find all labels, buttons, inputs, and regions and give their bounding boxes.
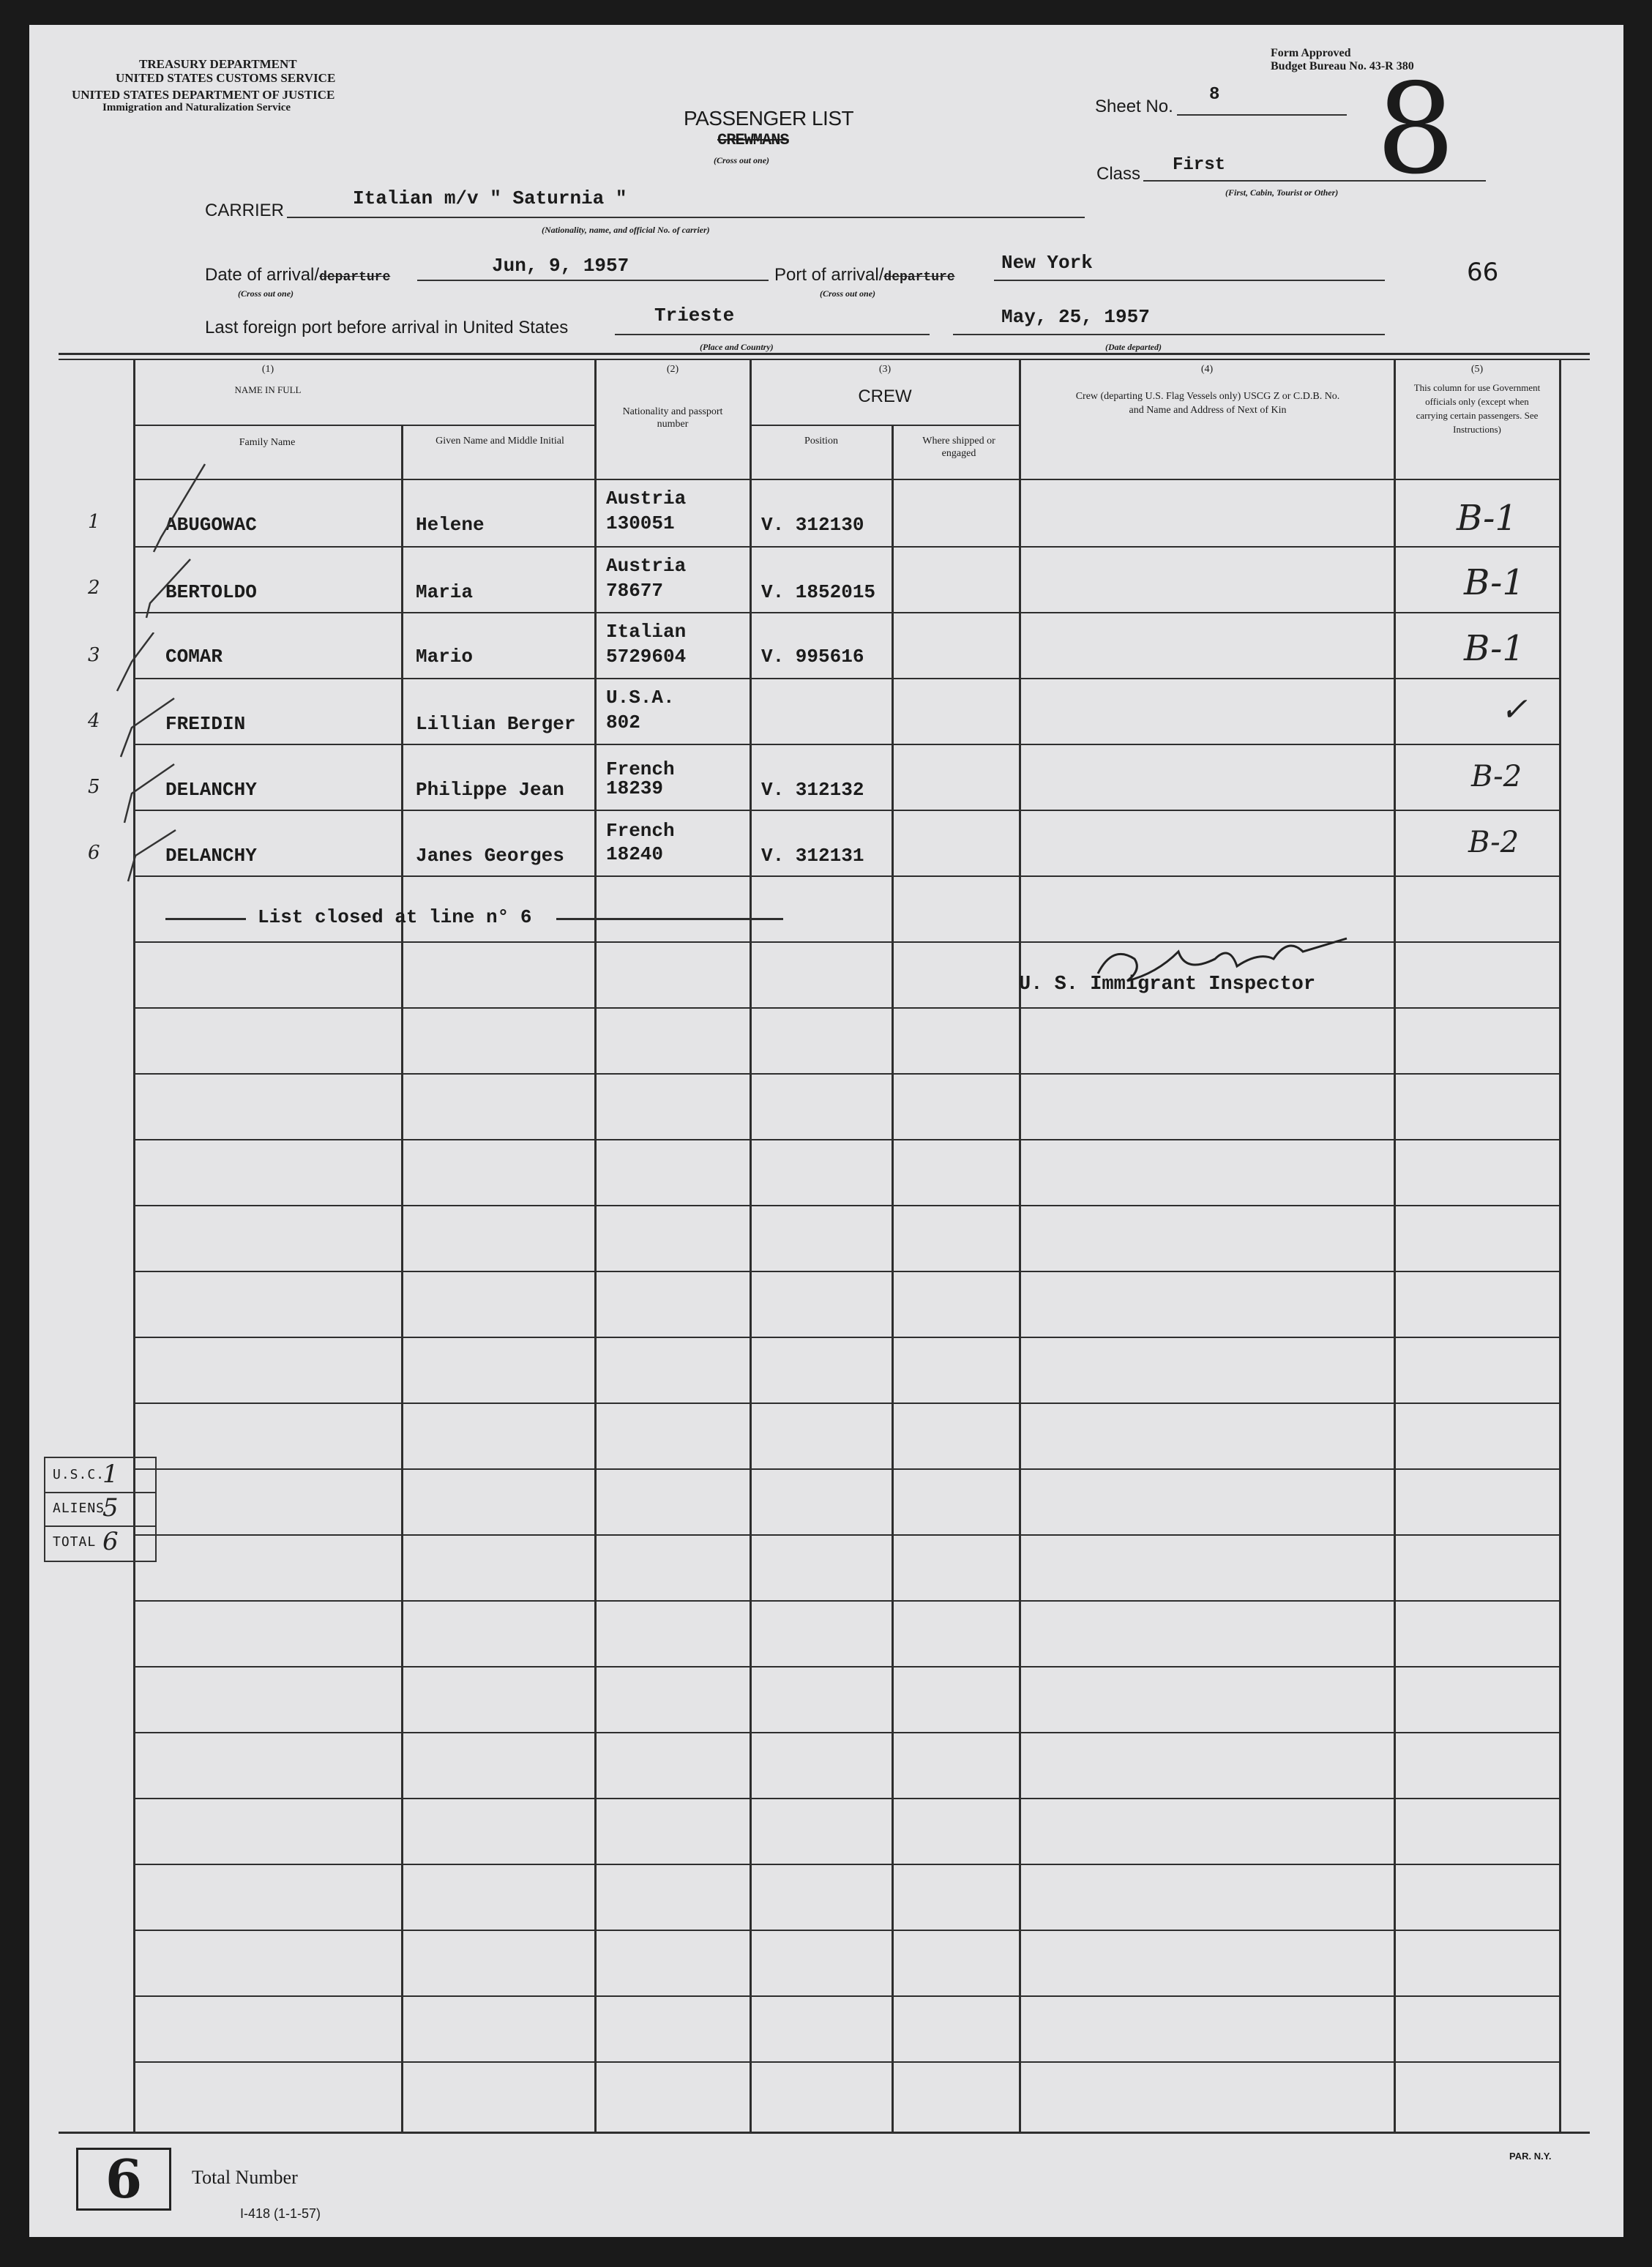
col-where-shipped: Where shipped or engaged bbox=[922, 436, 995, 459]
col-line-crew bbox=[750, 360, 752, 2132]
top-rule bbox=[59, 353, 1590, 355]
row-6-given: Janes Georges bbox=[416, 845, 564, 867]
row-rule bbox=[133, 1271, 1561, 1272]
form-title: PASSENGER LIST bbox=[684, 107, 854, 130]
carrier-label: CARRIER bbox=[205, 201, 285, 220]
class-underline bbox=[1143, 180, 1486, 182]
col-family-name: Family Name bbox=[239, 437, 296, 448]
date-underline bbox=[417, 280, 769, 281]
row-4-nationality: U.S.A. bbox=[606, 687, 675, 709]
row-4-family: FREIDIN bbox=[165, 713, 246, 735]
port-arrival-label-text: Port of arrival/ bbox=[774, 265, 884, 285]
col-given-name: Given Name and Middle Initial bbox=[436, 436, 564, 447]
row-rule bbox=[133, 810, 1561, 811]
row-6-nationality: French bbox=[606, 820, 675, 842]
col-line-shipped bbox=[892, 426, 894, 2132]
row-4-passport: 802 bbox=[606, 712, 640, 733]
row-rule bbox=[133, 2061, 1561, 2063]
row-3-family: COMAR bbox=[165, 646, 223, 668]
row-2-family: BERTOLDO bbox=[165, 581, 257, 603]
carrier-caption: (Nationality, name, and official No. of carrier) bbox=[542, 225, 710, 235]
agency-line-1: TREASURY DEPARTMENT bbox=[139, 57, 297, 71]
row-rule bbox=[133, 612, 1561, 613]
inspector-label: U. S. Immigrant Inspector bbox=[1019, 974, 1316, 996]
row-4-line-number: 4 bbox=[88, 710, 100, 732]
port-caption: (Cross out one) bbox=[820, 288, 876, 299]
sheet-value: 8 bbox=[1209, 85, 1220, 105]
row-rule bbox=[133, 744, 1561, 745]
port-arrival-value: New York bbox=[1001, 252, 1093, 274]
last-port-date-caption: (Date departed) bbox=[1105, 342, 1162, 352]
row-1-position: V. 312130 bbox=[761, 514, 864, 536]
row-rule bbox=[133, 678, 1561, 679]
row-3-official: B-1 bbox=[1464, 628, 1525, 669]
last-port-underline bbox=[615, 334, 930, 335]
crew-subheader-rule bbox=[750, 425, 1020, 426]
name-subheader-rule bbox=[133, 425, 596, 426]
row-1-nationality: Austria bbox=[606, 488, 687, 509]
printer-mark: PAR. N.Y. bbox=[1509, 2151, 1552, 2162]
last-port-label: Last foreign port before arrival in United States bbox=[205, 318, 569, 337]
class-caption: (First, Cabin, Tourist or Other) bbox=[1225, 187, 1339, 198]
col1-title: NAME IN FULL bbox=[234, 384, 302, 395]
row-rule bbox=[133, 1995, 1561, 1997]
col1-number: (1) bbox=[261, 364, 274, 375]
passenger-list-form bbox=[29, 25, 1623, 2237]
date-arrival-value: Jun, 9, 1957 bbox=[492, 255, 629, 277]
check-marks-icon bbox=[139, 435, 227, 625]
form-subtitle-struck: CREWMANS bbox=[717, 131, 789, 149]
col2-title: Nationality and passport number bbox=[622, 406, 723, 430]
tally-usc bbox=[45, 1458, 155, 1493]
row-1-official: B-1 bbox=[1457, 498, 1517, 539]
total-number-box: 6 bbox=[76, 2148, 171, 2211]
row-rule bbox=[133, 1403, 1561, 1404]
sheet-underline bbox=[1177, 114, 1347, 116]
col5-title: This column for use Government officials only (except when carrying certain passengers. See Instructions) bbox=[1413, 382, 1541, 435]
row-2-line-number: 2 bbox=[88, 577, 100, 599]
row-rule bbox=[133, 1732, 1561, 1733]
row-rule bbox=[133, 875, 1561, 877]
tally-total bbox=[45, 1525, 155, 1559]
row-6-position: V. 312131 bbox=[761, 845, 864, 867]
col-line-nationality bbox=[594, 360, 597, 2132]
col-line-given bbox=[401, 426, 403, 2132]
row-rule bbox=[133, 1798, 1561, 1799]
row-4-given: Lillian Berger bbox=[416, 713, 576, 735]
list-closed-dash-right bbox=[556, 918, 783, 920]
port-underline bbox=[994, 280, 1385, 281]
col3-title: CREW bbox=[858, 386, 912, 406]
total-number-label: Total Number bbox=[192, 2167, 298, 2188]
row-2-passport: 78677 bbox=[606, 580, 664, 602]
row-2-nationality: Austria bbox=[606, 555, 687, 577]
date-arrival-label bbox=[205, 265, 390, 285]
row-rule bbox=[133, 1468, 1561, 1470]
class-label: Class bbox=[1096, 164, 1141, 184]
row-6-line-number: 6 bbox=[88, 842, 100, 864]
row-3-position: V. 995616 bbox=[761, 646, 864, 668]
port-arrival-label bbox=[774, 265, 955, 285]
row-rule bbox=[133, 1666, 1561, 1667]
row-rule bbox=[133, 1007, 1561, 1009]
last-port-place-caption: (Place and Country) bbox=[700, 342, 774, 352]
last-port-date-underline bbox=[953, 334, 1385, 335]
row-rule bbox=[133, 1337, 1561, 1338]
class-value: First bbox=[1173, 155, 1226, 175]
title-cross-note: (Cross out one) bbox=[714, 155, 770, 165]
last-port-place: Trieste bbox=[654, 305, 735, 326]
row-5-family: DELANCHY bbox=[165, 779, 257, 801]
col-line-official bbox=[1394, 360, 1396, 2132]
row-rule bbox=[133, 1205, 1561, 1206]
tally-total-value: 6 bbox=[102, 1527, 119, 1556]
agency-line-4: Immigration and Naturalization Service bbox=[102, 102, 291, 113]
row-3-passport: 5729604 bbox=[606, 646, 687, 668]
check-marks-lower-icon bbox=[102, 632, 190, 896]
row-1-line-number: 1 bbox=[88, 511, 100, 533]
row-rule bbox=[133, 1534, 1561, 1536]
sheet-large-number: 8 bbox=[1376, 57, 1456, 202]
col2-number: (2) bbox=[666, 364, 679, 375]
col4-title: Crew (departing U.S. Flag Vessels only) USCG Z or C.D.B. No. and Name and Address of Next of Kin bbox=[1075, 391, 1340, 416]
row-6-family: DELANCHY bbox=[165, 845, 257, 867]
tally-aliens-value: 5 bbox=[102, 1493, 119, 1523]
row-2-given: Maria bbox=[416, 581, 474, 603]
row-rule bbox=[133, 1600, 1561, 1602]
sheet-label: Sheet No. bbox=[1095, 97, 1173, 116]
list-closed-text: List closed at line n° 6 bbox=[258, 906, 532, 928]
date-arrival-label-text: Date of arrival/ bbox=[205, 265, 320, 285]
top-rule-2 bbox=[59, 359, 1590, 360]
row-6-passport: 18240 bbox=[606, 843, 664, 865]
row-3-given: Mario bbox=[416, 646, 474, 668]
list-closed-dash-left bbox=[165, 918, 246, 920]
row-rule bbox=[133, 546, 1561, 548]
tally-total-label: TOTAL bbox=[53, 1534, 97, 1550]
bottom-rule bbox=[59, 2132, 1590, 2134]
col-line-left bbox=[133, 360, 135, 2132]
col-line-next-of-kin bbox=[1019, 360, 1021, 2132]
row-5-passport: 18239 bbox=[606, 777, 664, 799]
page-count: 66 bbox=[1467, 258, 1499, 287]
row-5-position: V. 312132 bbox=[761, 779, 864, 801]
col4-number: (4) bbox=[1200, 364, 1214, 375]
row-5-nationality: French bbox=[606, 758, 675, 780]
row-4-official: ✓ bbox=[1500, 691, 1528, 728]
row-3-line-number: 3 bbox=[88, 644, 100, 666]
row-5-official: B-2 bbox=[1471, 760, 1522, 793]
row-2-position: V. 1852015 bbox=[761, 581, 876, 603]
port-departure-struck: departure bbox=[883, 270, 955, 285]
col-line-right bbox=[1559, 360, 1561, 2132]
row-5-given: Philippe Jean bbox=[416, 779, 564, 801]
row-1-given: Helene bbox=[416, 514, 485, 536]
tally-usc-value: 1 bbox=[102, 1460, 119, 1489]
row-1-family: ABUGOWAC bbox=[165, 514, 257, 536]
agency-line-3: UNITED STATES DEPARTMENT OF JUSTICE bbox=[72, 88, 335, 102]
header-bottom-rule bbox=[133, 479, 1561, 480]
tally-usc-label: U.S.C. bbox=[53, 1467, 105, 1482]
row-rule bbox=[133, 1073, 1561, 1075]
tally-aliens-label: ALIENS bbox=[53, 1501, 105, 1516]
date-caption: (Cross out one) bbox=[238, 288, 294, 299]
row-2-official: B-1 bbox=[1464, 562, 1525, 603]
budget-bureau: Budget Bureau No. 43-R 380 bbox=[1271, 60, 1414, 72]
carrier-underline bbox=[287, 217, 1085, 218]
tally-aliens bbox=[45, 1492, 155, 1527]
date-departure-struck: departure bbox=[319, 270, 391, 285]
col5-number: (5) bbox=[1470, 364, 1484, 375]
row-1-passport: 130051 bbox=[606, 512, 675, 534]
form-approved: Form Approved bbox=[1271, 47, 1351, 59]
carrier-value: Italian m/v " Saturnia " bbox=[353, 187, 627, 209]
last-port-date: May, 25, 1957 bbox=[1001, 306, 1150, 328]
row-5-line-number: 5 bbox=[88, 776, 100, 798]
col-position: Position bbox=[804, 436, 838, 447]
row-6-official: B-2 bbox=[1468, 826, 1520, 859]
col3-number: (3) bbox=[878, 364, 892, 375]
agency-line-2: UNITED STATES CUSTOMS SERVICE bbox=[116, 71, 336, 85]
row-rule bbox=[133, 1930, 1561, 1931]
tally-stamp bbox=[44, 1457, 157, 1562]
row-3-nationality: Italian bbox=[606, 621, 687, 643]
row-rule bbox=[133, 1139, 1561, 1140]
form-number: I-418 (1-1-57) bbox=[240, 2206, 321, 2221]
row-rule bbox=[133, 1864, 1561, 1865]
